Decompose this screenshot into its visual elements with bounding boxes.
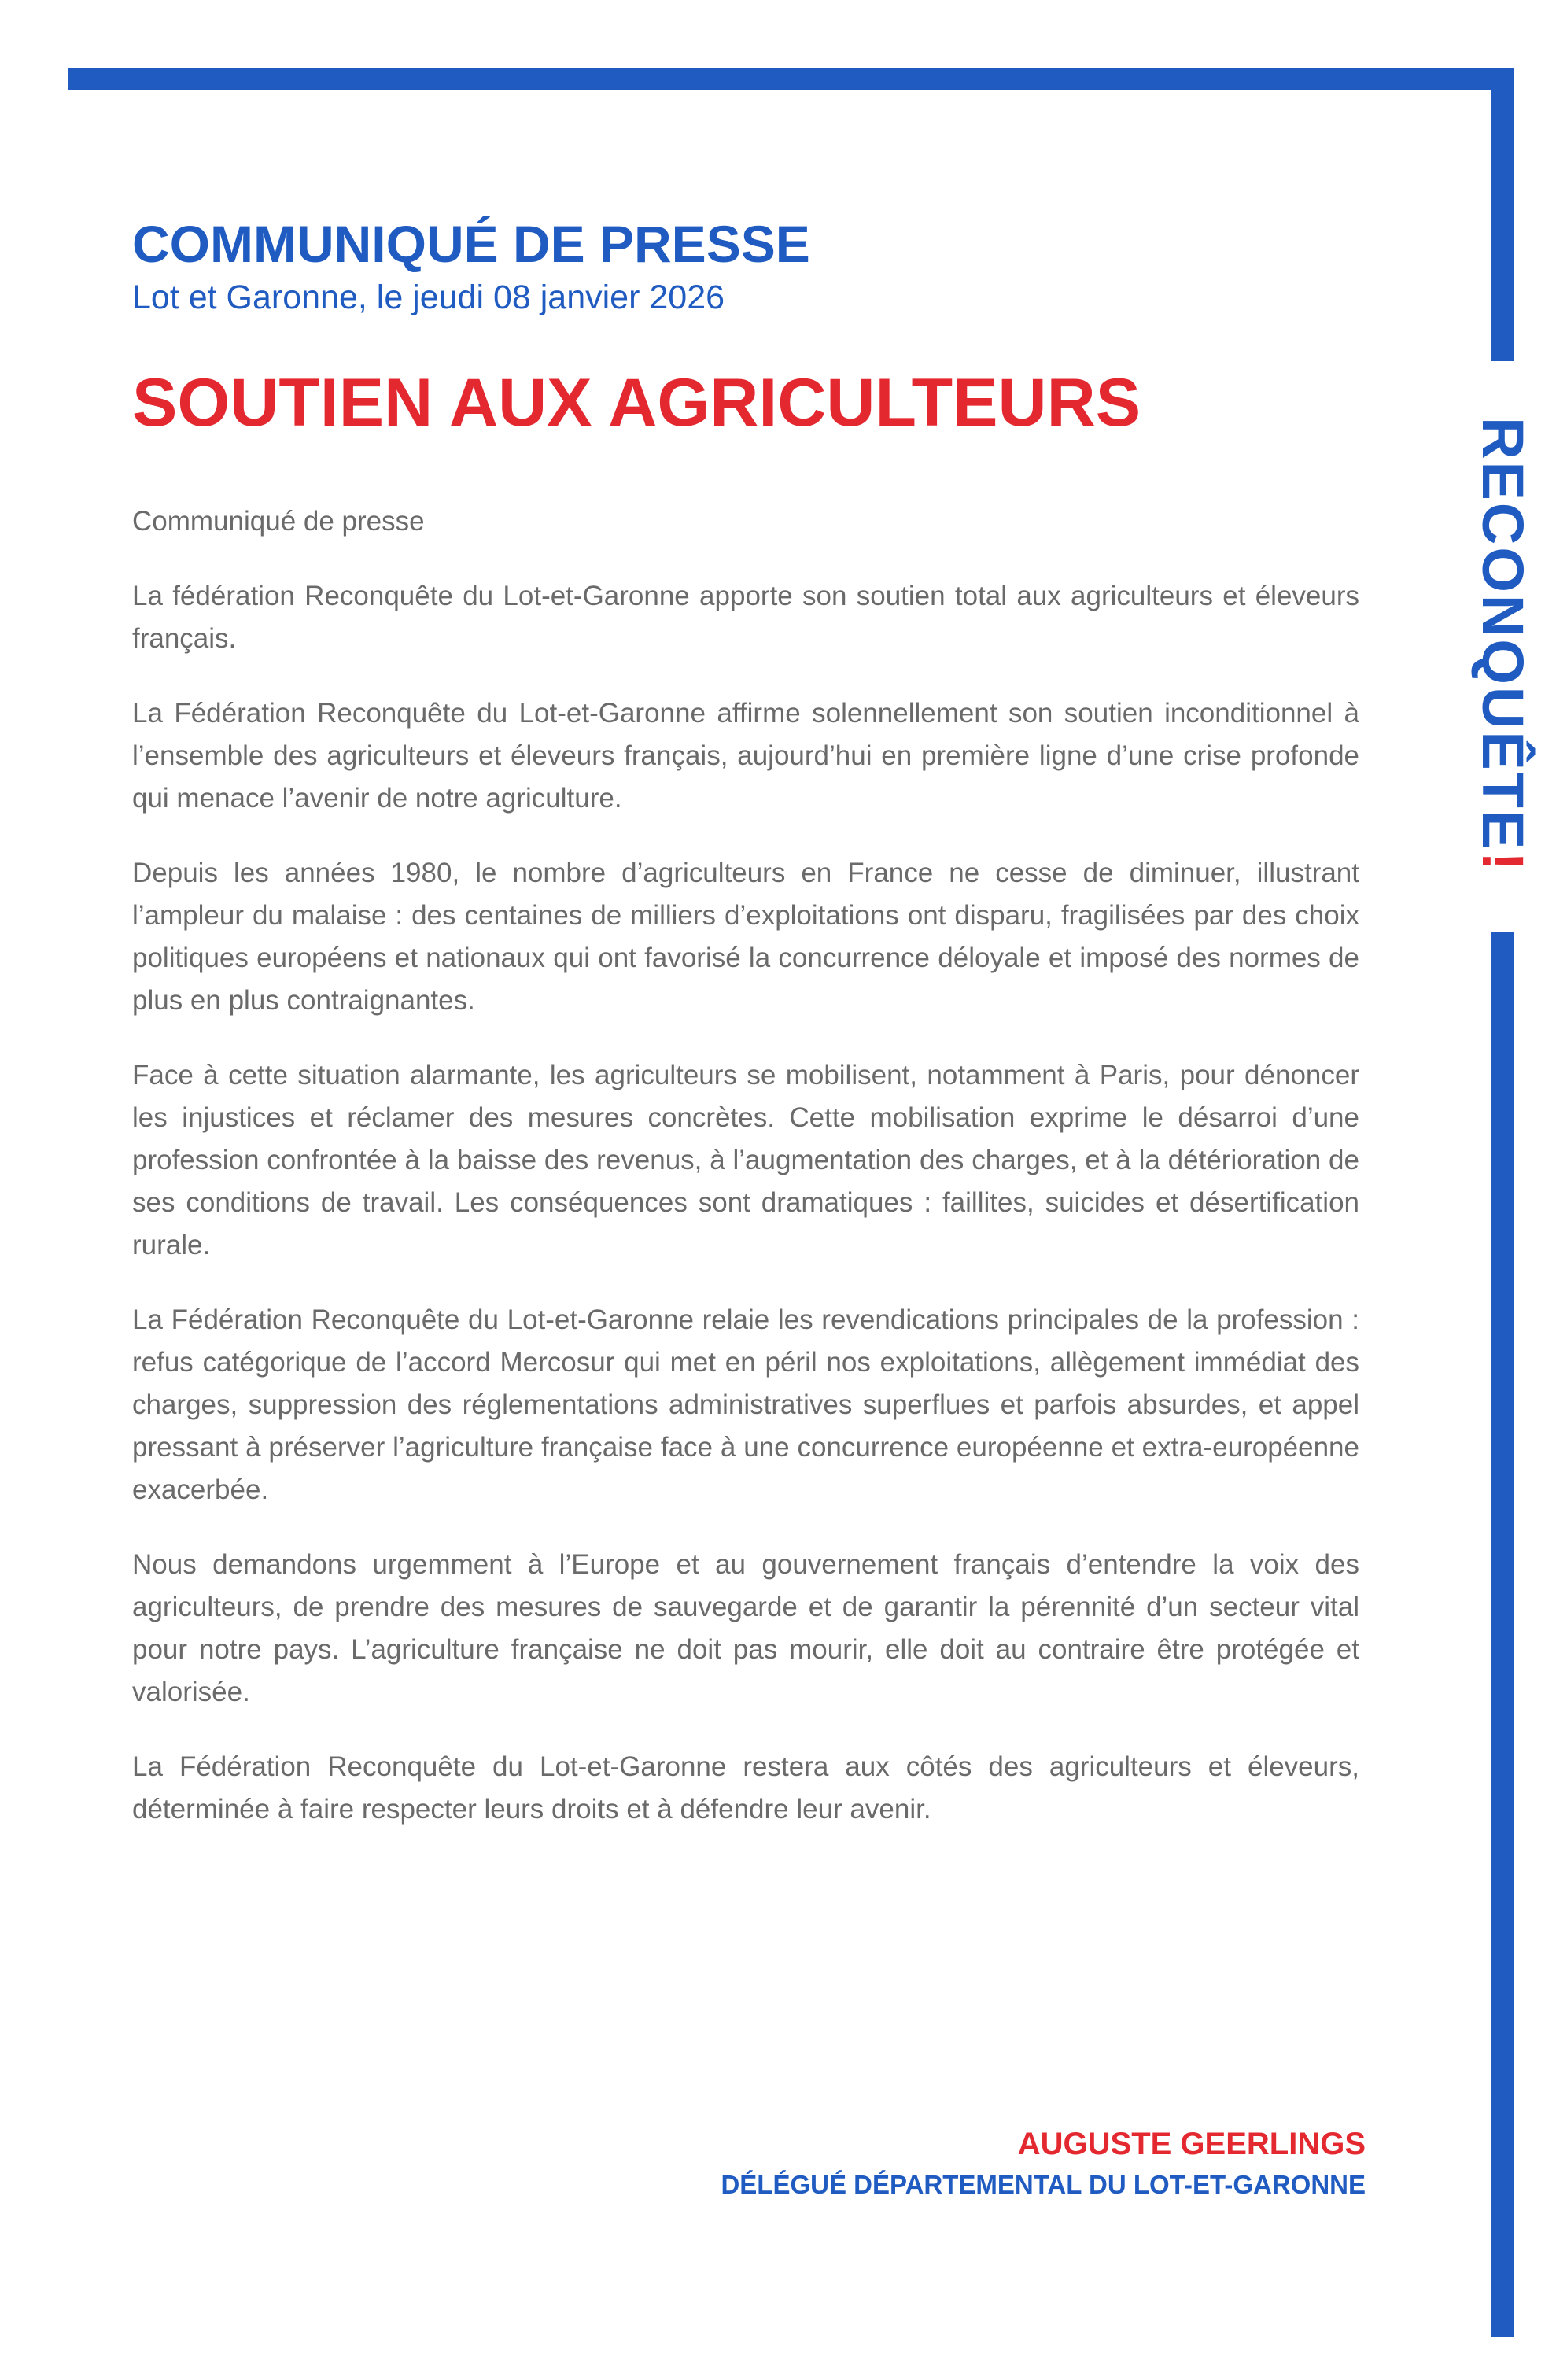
brand-logo xyxy=(1470,417,1536,873)
press-release-header xyxy=(132,212,1359,442)
document-type-label: COMMUNIQUÉ DE PRESSE xyxy=(132,215,810,273)
body-paragraph: La Fédération Reconquête du Lot-et-Garonne restera aux côtés des agriculteurs et éleveurs, déterminée à faire respecter leurs droits et à défendre leur avenir. xyxy=(132,1751,1359,1825)
brand-exclamation-mark: ! xyxy=(1470,851,1536,873)
frame-right-bar-lower xyxy=(1491,932,1514,2337)
signatory-name: AUGUSTE GEERLINGS xyxy=(1017,2127,1366,2161)
signatory-title: DÉLÉGUÉ DÉPARTEMENTAL DU LOT-ET-GARONNE xyxy=(721,2170,1366,2199)
frame-right-bar-upper xyxy=(1491,68,1514,361)
body-paragraph: Depuis les années 1980, le nombre d’agriculteurs en France ne cesse de diminuer, illustrant l’ampleur du malaise : des centaines de milliers d’exploitations ont disparu, fragilisées par des choix politiques européens et nationaux qui ont favorisé la concurrence déloyale et imposé des normes de plus en plus contraignantes. xyxy=(132,858,1359,1016)
signature-block xyxy=(721,2122,1366,2204)
body-paragraph: La fédération Reconquête du Lot-et-Garonne apporte son soutien total aux agriculteurs et éleveurs français. xyxy=(132,581,1359,654)
body-paragraph: La Fédération Reconquête du Lot-et-Garonne affirme solennellement son soutien inconditionnel à l’ensemble des agriculteurs et éleveurs français, aujourd’hui en première ligne d’une crise profonde qui menace l’avenir de notre agriculture. xyxy=(132,698,1359,814)
frame-top-bar xyxy=(68,68,1514,90)
press-release-body xyxy=(132,500,1359,1863)
body-paragraph: Communiqué de presse xyxy=(132,506,425,537)
headline: SOUTIEN AUX AGRICULTEURS xyxy=(132,365,1141,441)
body-paragraph: Nous demandons urgemment à l’Europe et au gouvernement français d’entendre la voix des agriculteurs, de prendre des mesures de sauvegarde et de garantir la pérennité d’un secteur vital pour notre pays. L’agriculture française ne doit pas mourir, elle doit au contraire être protégée et valorisée. xyxy=(132,1549,1359,1707)
body-paragraph: La Fédération Reconquête du Lot-et-Garonne relaie les revendications principales de la profession : refus catégorique de l’accord Mercosur qui met en péril nos exploitations, allègement immédiat des charges, suppression des réglementations administratives superflues et parfois absurdes, et appel pressant à préserver l’agriculture française face à une concurrence européenne et extra-européenne exacerbée. xyxy=(132,1304,1359,1505)
dateline: Lot et Garonne, le jeudi 08 janvier 2026 xyxy=(132,279,725,316)
body-paragraph: Face à cette situation alarmante, les agriculteurs se mobilisent, notamment à Paris, pour dénoncer les injustices et réclamer des mesures concrètes. Cette mobilisation exprime le désarroi d’une profession confrontée à la baisse des revenus, à l’augmentation des charges, et à la détérioration de ses conditions de travail. Les conséquences sont dramatiques : faillites, suicides et désertification rurale. xyxy=(132,1060,1359,1260)
brand-name: RECONQUÊTE xyxy=(1470,417,1536,852)
